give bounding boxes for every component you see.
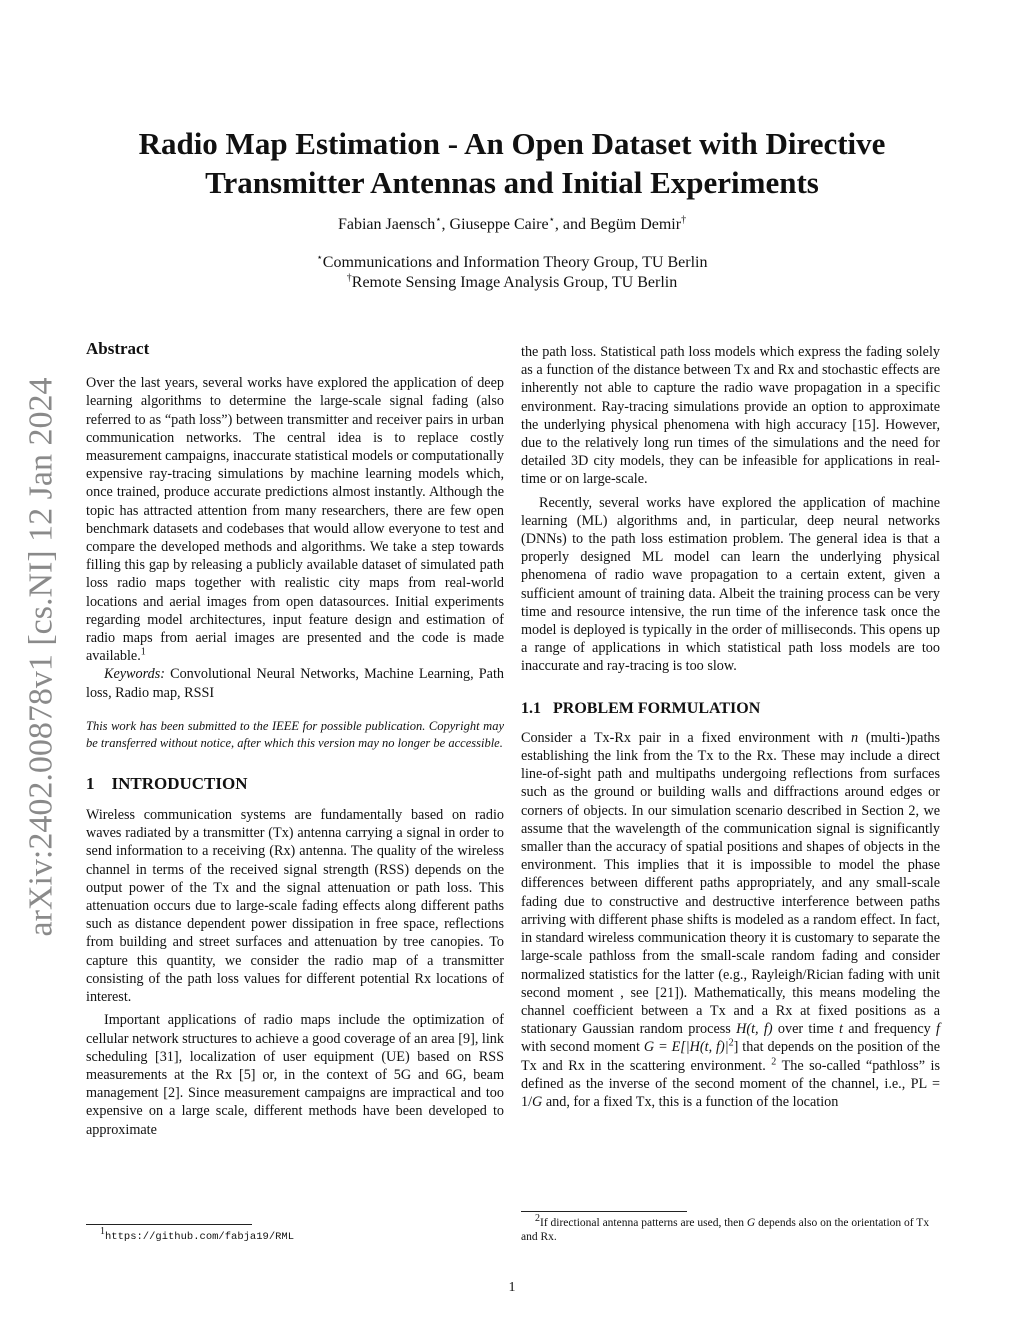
submission-notice: This work has been submitted to the IEEE for possible publication. Copyright may be transferred without notice, after which this version may no longer be accessible.: [86, 718, 504, 750]
title-line-2: Transmitter Antennas and Initial Experiments: [205, 165, 819, 200]
paper-title: [80, 124, 944, 202]
abstract-body: Over the last years, several works have explored the application of deep learning algorithms to determine the large-scale signal fading (also referred to as “path loss”) between transmitter and receiver pairs in urban communication networks. The central idea is to replace costly measurement campaigns, inaccurate statistical models or computationally expensive ray-tracing simulations by machine learning models which, once trained, produce accurate predictions almost instantly. Although the topic has attracted attention from many researchers, there are few open benchmark datasets and codebases that would allow everyone to test and compare the developed methods and algorithms. We take a step towards filling this gap by releasing a publicly available dataset of simulated path loss radio maps together with realistic city maps from real-world locations and aerial images from open datasources. Initial experiments regarding model architectures, input feature design and estimation of radio maps from aerial images are presented and the code is made available.$^1$: [86, 375, 504, 665]
subsection-heading: 1.1 PROBLEM FORMULATION: [521, 699, 761, 717]
intro-heading: 1 INTRODUCTION: [86, 773, 248, 793]
footnote-1: $^1$https://github.com/fabja19/RML: [100, 1226, 295, 1243]
right-paragraph-2: Recently, several works have explored the application of machine learning (ML) algorithms and, in particular, deep neural networks (DNNs) to the path loss estimation problem. The general idea is that a properly designed ML model can learn the underlying physical phenomena of radio wave propagation to a certain extent, given a sufficient amount of training data. Albeit the training process can be very time and resource intensive, the run time of the inference task once the model is deployed is typically in the order of milliseconds. This opens up a range of applications in which statistical path loss models are too inaccurate and ray-tracing is too slow.: [521, 494, 940, 675]
affiliation-1: ⋆Communications and Information Theory Group, TU Berlin: [316, 252, 708, 271]
affiliations: [80, 253, 944, 293]
intro-paragraph-1: Wireless communication systems are fundamentally based on radio waves radiated by a transmitter (Tx) antenna carrying a signal in order to send information to a receiving (Rx) antenna. The quality of the wireless channel in terms of the received signal strength (RSS) depends on the output power of the Tx and the signal attenuation or path loss. This attenuation occurs due to large-scale fading effects along different paths such as distance dependent power dissipation in free space, reflections from building and street surfaces and attenuation by tree canopies. To capture this quantity, we consider the radio map of a transmitter consisting of the path loss values for different potential Rx locations of interest.: [86, 807, 504, 1006]
affiliation-2: †Remote Sensing Image Analysis Group, TU Berlin: [346, 272, 678, 291]
keywords: Keywords: Convolutional Neural Networks, Machine Learning, Path loss, Radio map, RSSI: [86, 666, 504, 701]
author-3: Begüm Demir: [589, 216, 682, 233]
arxiv-stamp: arXiv:2402.00878v1 [cs.NI] 12 Jan 2024: [23, 377, 60, 937]
abstract-heading: Abstract: [86, 339, 150, 358]
footnote-ref-1: 1: [140, 646, 146, 658]
footnote-rule-left: [86, 1224, 252, 1225]
intro-paragraph-2: Important applications of radio maps include the optimization of cellular network structures to achieve a good coverage of an area [9], link scheduling [31], localization of user equipment (UE) based on RSS measurements at the Rx [5] or, in the context of 5G and 6G, beam management [2]. Since measurement campaigns are impractical and too expensive on a large scale, different methods have been developed to approximate: [86, 1012, 504, 1138]
author-1: Fabian Jaensch: [337, 216, 436, 233]
author-2: Giuseppe Caire: [449, 216, 549, 233]
right-paragraph-1: the path loss. Statistical path loss models which express the fading solely as a function of the distance between Tx and Rx and stochastic effects are inherently not able to capture the radio wave propagation in a specific environment. Ray-tracing simulations provide an option to approximate the underlying physical phenomena with high accuracy [15]. However, due to the relatively long run times of the simulations and the need for detailed 3D city models, they can be infeasible for applications in real-time or on large-scale.: [521, 344, 940, 488]
right-column: [521, 343, 940, 1111]
page-number: 1: [508, 1280, 516, 1295]
footnote-ref-2: 2: [771, 1055, 777, 1067]
footnote-1-url[interactable]: https://github.com/fabja19/RML: [105, 1231, 295, 1243]
footnote-2: $^2$If directional antenna patterns are used, then G depends also on the orientation of Tx and Rx.: [521, 1213, 930, 1243]
left-column: [86, 340, 504, 1139]
author-list: Fabian Jaensch⋆, Giuseppe Caire⋆, and Begüm Demir†: [337, 214, 687, 233]
title-line-1: Radio Map Estimation - An Open Dataset with Directive: [138, 126, 886, 161]
problem-formulation-paragraph: Consider a Tx-Rx pair in a fixed environment with n (multi-)paths establishing the link from the Tx to the Rx. These may include a direct line-of-sight path and multipaths undergoing reflections from surfaces such as the ground or building walls and diffractions around edges or corners of objects. In our simulation scenario described in Section 2, we assume that the wavelength of the communication signal is significantly smaller than the accuracy of spatial positions and shapes of objects in the environment. This implies that it is impossible to model the phase differences between different paths appropriately, and any small-scale fading due to constructive and destructive interference between paths arriving with different phase shifts is modeled as a random effect. In fact, in standard wireless communication theory it is customary to separate the large-scale pathloss from the small-scale random fading and consider normalized statistics for the latter (e.g., Rayleigh/Rician fading with unit second moment , see [21]). Mathematically, this means modeling the channel coefficient between a Tx and a Rx at fixed positions as a stationary Gaussian random process H(t, f) over time t and frequency f with second moment G = E[|H(t, $f)|^2$] that depends on the position of the Tx and Rx in the scattering environment. $^2$ The so-called “pathloss” is defined as the inverse of the second moment of the channel, i.e., PL = 1/G and, for a fixed Tx, this is a function of the location: [521, 729, 941, 1110]
footnote-rule-right: [521, 1211, 687, 1212]
